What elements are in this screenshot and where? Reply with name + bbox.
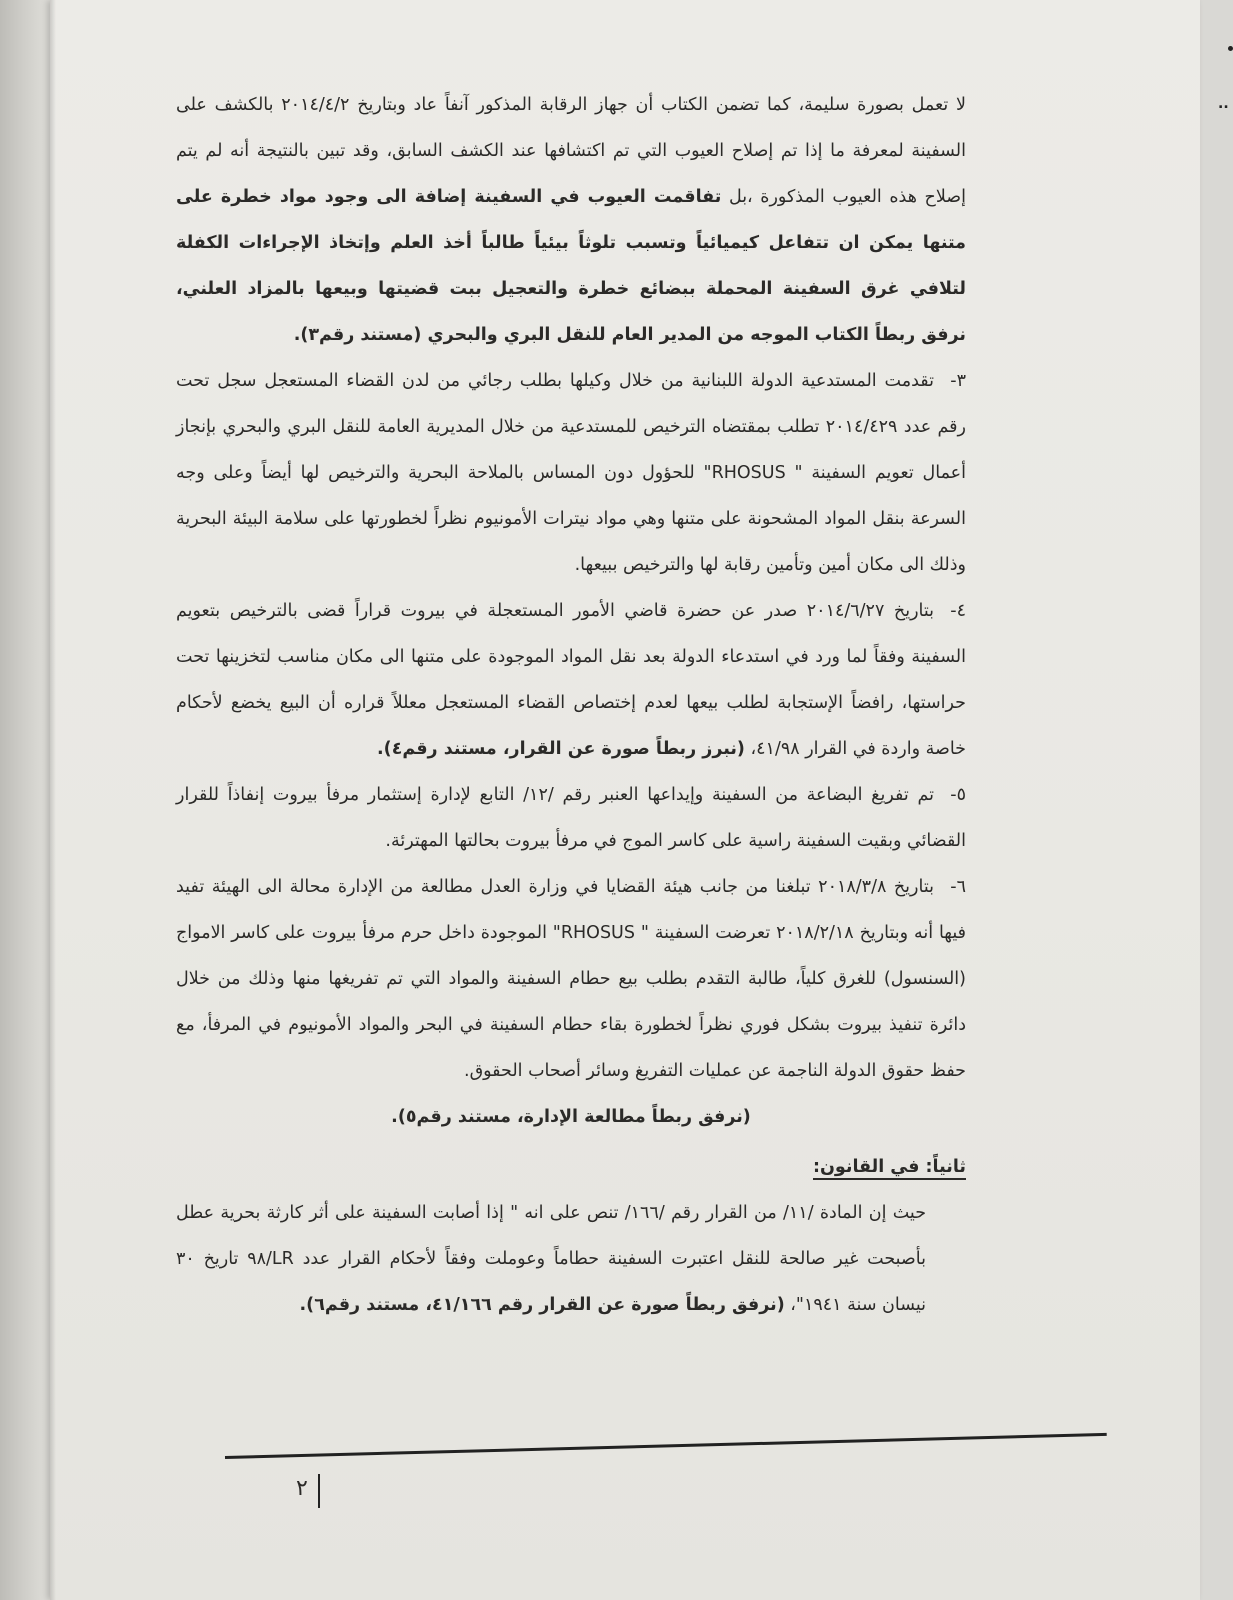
list-item-text: تم تفريغ البضاعة من السفينة وإيداعها العنبر رقم /١٢/ التابع لإدارة إستثمار مرفأ بيروت إنفاذاً للقرار القضائي وبقيت السفينة راسية على كاسر الموج في مرفأ بيروت بحالتها المهترئة. — [176, 785, 966, 851]
corner-dot-mark — [1228, 46, 1233, 51]
document-body — [176, 82, 966, 1328]
list-item-text: تقدمت المستدعية الدولة اللبنانية من خلال وكيلها بطلب رجائي من لدن القضاء المستعجل سجل تحت رقم عدد ٢٠١٤/٤٢٩ تطلب بمقتضاه الترخيص للمستدعية من خلال المديرية العامة للنقل البري والبحري بإنجاز أعمال تعويم السفينة " RHOSUS" للحؤول دون المساس بالملاحة البحرية والترخيص لها أيضاً وعلى وجه السرعة بنقل المواد المشحونة على متنها وهي مواد نيترات الأمونيوم نظراً لخطورتها على سلامة البيئة البحرية وذلك الى مكان أمين وتأمين رقابة لها والترخيص ببيعها. — [176, 371, 966, 575]
paragraph-continuation — [176, 82, 966, 358]
section-heading — [176, 1144, 966, 1190]
list-item-3 — [176, 358, 966, 588]
list-item-number: ٦- — [950, 877, 966, 897]
paragraph-bold-text: تفاقمت العيوب في السفينة إضافة الى وجود مواد خطرة على متنها يمكن ان تتفاعل كيميائياً وتسبب تلوثاً بيئياً طالباً أخذ العلم وإتخاذ الإجراءات الكفلة لتلافي غرق السفينة المحملة ببضائع خطرة والتعجيل ببت قضيتها وبيعها بالمزاد العلني، نرفق ربطاً الكتاب الموجه من المدير العام للنقل البري والبحري (مستند رقم٣). — [176, 187, 966, 345]
attachment-note-5: (نرفق ربطاً مطالعة الإدارة، مستند رقم٥). — [391, 1107, 751, 1127]
list-item-number: ٣- — [950, 371, 966, 391]
list-item-4 — [176, 588, 966, 772]
list-item-text: بتاريخ ٢٠١٨/٣/٨ تبلغنا من جانب هيئة القضايا في وزارة العدل مطالعة من الإدارة محالة الى الهيئة تفيد فيها أنه وبتاريخ ٢٠١٨/٢/١٨ تعرضت السفينة " RHOSUS" الموجودة داخل حرم مرفأ بيروت على كاسر الامواج (السنسول) للغرق كلياً، طالبة التقدم بطلب بيع حطام السفينة والمواد التي تم تفريغها منها وذلك من خلال دائرة تنفيذ بيروت بشكل فوري نظراً لخطورة بقاء حطام السفينة في البحر والمواد الأمونيوم في المرفأ، مع حفظ حقوق الدولة الناجمة عن عمليات التفريغ وسائر أصحاب الحقوق. — [176, 877, 967, 1081]
paragraph-text: لا تعمل بصورة سليمة، كما تضمن الكتاب أن جهاز الرقابة المذكور آنفاً عاد وبتاريخ ٢٠١٤/٤/٢ بالكشف على السفينة لمعرفة ما إذا تم إصلاح العيوب التي تم اكتشافها عند الكشف السابق، وقد تبين بالنتيجة أنه لم يتم إصلاح هذه العيوب المذكورة ،بل — [176, 95, 967, 207]
footer-rule — [225, 1433, 1107, 1459]
list-item-6 — [176, 864, 966, 1094]
list-item-number: ٤- — [950, 601, 967, 621]
law-paragraph-text: حيث إن المادة /١١/ من القرار رقم /١٦٦/ تنص على انه " إذا أصابت السفينة على أثر كارثة بحرية عطل بأصبحت غير صالحة للنقل اعتبرت السفينة حطاماً وعوملت وفقاً لأحكام القرار عدد LR/٩٨ تاريخ ٣٠ نيسان سنة ١٩٤١"، — [176, 1203, 927, 1315]
margin-mark: .. — [1218, 96, 1229, 112]
law-paragraph — [176, 1190, 966, 1328]
page-number-divider — [318, 1474, 320, 1508]
list-item-number: ٥- — [950, 785, 966, 805]
list-item-bold-tail: (نبرز ربطاً صورة عن القرار، مستند رقم٤). — [377, 739, 745, 759]
page-number: ٢ — [296, 1476, 308, 1501]
law-paragraph-bold-tail: (نرفق ربطاً صورة عن القرار رقم ٤١/١٦٦، مستند رقم٦). — [299, 1295, 785, 1315]
list-item-5 — [176, 772, 966, 864]
section-heading-text: ثانياً: في القانون: — [813, 1157, 966, 1180]
list-item-text: بتاريخ ٢٠١٤/٦/٢٧ صدر عن حضرة قاضي الأمور المستعجلة في بيروت قراراً قضى بالترخيص بتعويم السفينة وفقاً لما ورد في استدعاء الدولة بعد نقل المواد الموجودة على متنها الى مكان مناسب لتخزينها تحت حراستها، رافضاً الإستجابة لطلب بيعها لعدم إختصاص القضاء المستعجل معللاً قراره أن البيع يخضع لأحكام خاصة واردة في القرار ٤١/٩٨، — [176, 601, 966, 759]
